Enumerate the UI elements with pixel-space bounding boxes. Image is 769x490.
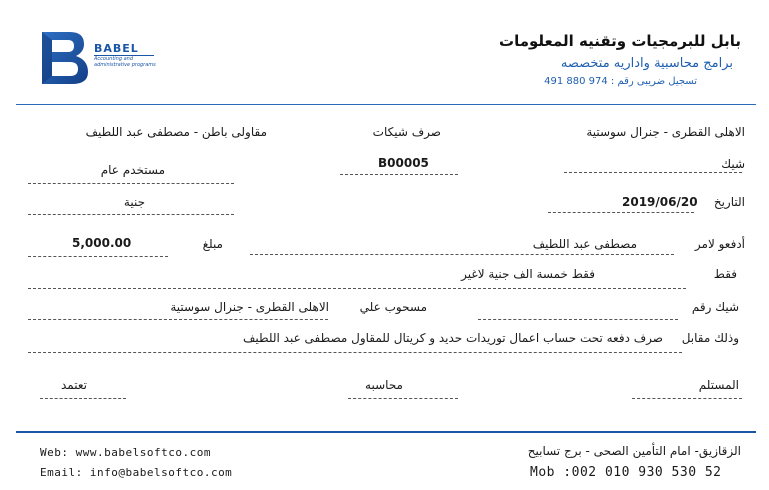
footer-email: Email: info@babelsoftco.com xyxy=(40,466,233,479)
bank-name: الاهلى القطرى - جنرال سوستية xyxy=(586,125,745,139)
pay-to-underline xyxy=(250,254,674,255)
footer-address: الزقازيق- امام التأمين الصحى - برج تسابيح xyxy=(527,444,741,458)
cheque-label: شيك xyxy=(721,157,745,171)
footer-divider xyxy=(16,431,756,433)
currency-underline xyxy=(28,214,234,215)
user-name: مستخدم عام xyxy=(100,163,165,177)
footer-website: Web: www.babelsoftco.com xyxy=(40,446,211,459)
pay-to-label: أدفعو لامر xyxy=(694,237,745,251)
logo-subtitle-line2: administrative programs xyxy=(94,62,156,68)
amount-in-words-underline xyxy=(28,288,686,289)
signature-accounting-line xyxy=(348,398,458,399)
against-description: صرف دفعه تحت حساب اعمال توريدات حديد و كريتال للمقاول مصطفى عبد اللطيف xyxy=(243,331,663,345)
date-underline xyxy=(548,212,694,213)
date-value: 2019/06/20 xyxy=(622,195,698,209)
drawn-on-value: الاهلى القطرى - جنرال سوستية xyxy=(170,300,329,314)
contractor-name: مقاولى باطن - مصطفى عبد اللطيف xyxy=(85,125,267,139)
logo-subtitle-line1: Accounting and xyxy=(94,56,134,62)
drawn-on-underline xyxy=(28,319,328,320)
company-tagline: برامج محاسبية واداريه متخصصه xyxy=(560,56,733,71)
voucher-number: B00005 xyxy=(378,156,429,170)
only-label: فقط xyxy=(713,267,737,281)
pay-to-value: مصطفى عبد اللطيف xyxy=(532,237,637,251)
voucher-number-underline xyxy=(340,174,458,175)
drawn-on-label: مسحوب علي xyxy=(359,300,427,314)
against-label: وذلك مقابل xyxy=(681,331,739,345)
logo-name: BABEL xyxy=(94,42,139,55)
cheque-number-label: شيك رقم xyxy=(691,300,739,314)
signature-recipient-label: المستلم xyxy=(698,378,739,392)
company-name: بابل للبرمجيات وتقنيه المعلومات xyxy=(499,32,741,50)
amount-value: 5,000.00 xyxy=(72,236,132,250)
voucher-type: صرف شيكات xyxy=(372,125,441,139)
user-underline xyxy=(28,183,234,184)
currency: جنية xyxy=(123,195,145,209)
date-label: التاريخ xyxy=(713,195,745,209)
tax-registration: تسجيل ضريبى رقم : 974 880 491 xyxy=(544,76,697,87)
signature-approved-label: تعتمد xyxy=(61,378,87,392)
company-logo xyxy=(38,30,178,86)
cheque-number-underline xyxy=(478,319,678,320)
babel-logo-icon xyxy=(38,30,90,86)
signature-recipient-line xyxy=(632,398,742,399)
amount-underline xyxy=(28,256,168,257)
cheque-underline xyxy=(564,172,742,173)
header-divider xyxy=(16,104,756,105)
against-underline xyxy=(28,352,682,353)
signature-accounting-label: محاسبه xyxy=(365,378,403,392)
signature-approved-line xyxy=(40,398,126,399)
footer-mobile: Mob :002 010 930 530 52 xyxy=(530,465,722,480)
amount-label: مبلغ xyxy=(202,237,223,251)
amount-in-words: فقط خمسة الف جنية لاغير xyxy=(461,267,595,281)
